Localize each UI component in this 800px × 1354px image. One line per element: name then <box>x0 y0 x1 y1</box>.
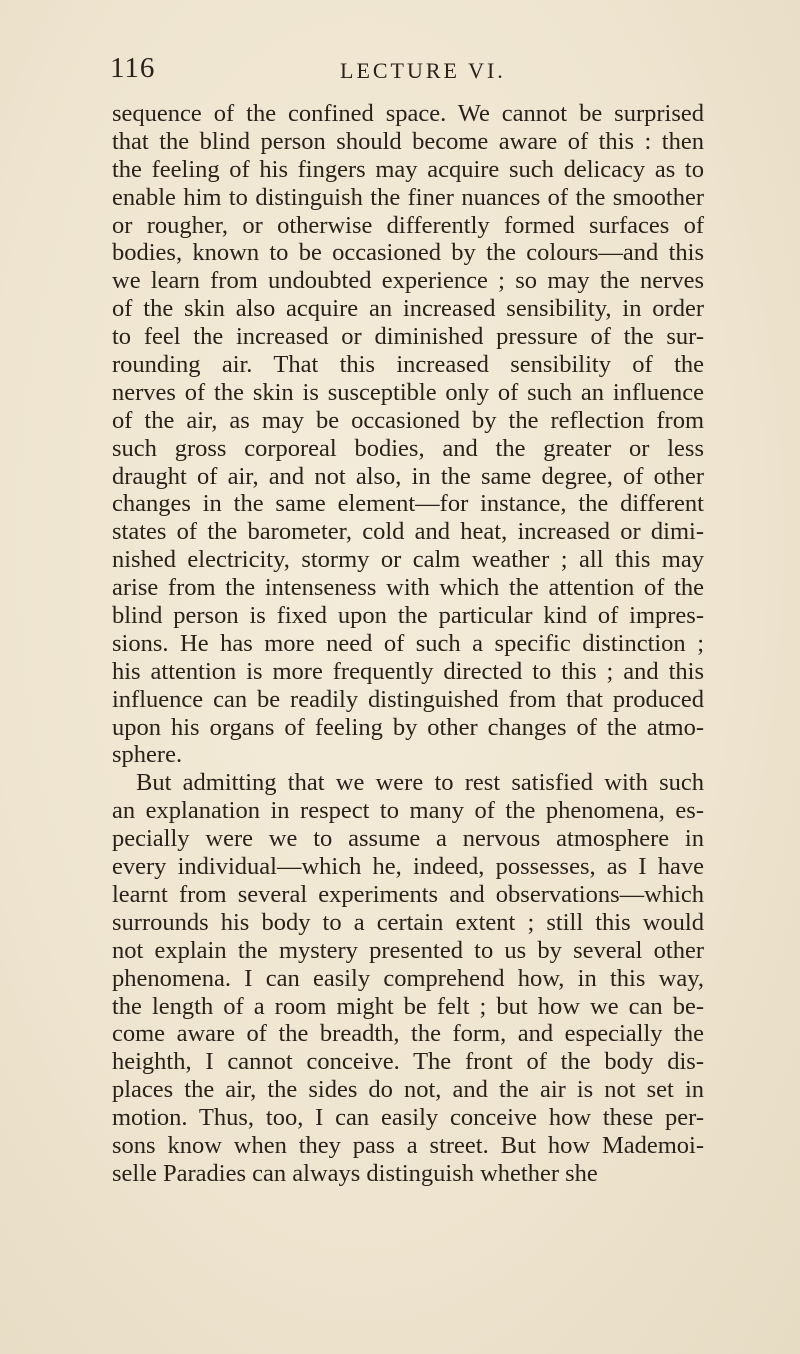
text-line: upon his organs of feeling by other changes of the atmo- <box>112 713 704 741</box>
text-line: of the skin also acquire an increased sensibility, in order <box>112 295 704 323</box>
text-line: that the blind person should become aware of this : then <box>112 127 704 155</box>
text-line: not explain the mystery presented to us by several other <box>112 936 704 964</box>
text-line: sequence of the confined space. We cannot be surprised <box>112 100 704 127</box>
text-line: phenomena. I can easily comprehend how, in this way, <box>112 964 704 992</box>
text-line: arise from the intenseness with which the attention of the <box>112 574 704 602</box>
text-line: changes in the same element—for instance, the different <box>112 490 704 518</box>
text-line: bodies, known to be occasioned by the colours—and this <box>112 239 704 267</box>
text-line: motion. Thus, too, I can easily conceive how these per- <box>112 1104 704 1132</box>
text-line: his attention is more frequently directed to this ; and this <box>112 657 704 685</box>
text-line: learnt from several experiments and observations—which <box>112 880 704 908</box>
text-line: places the air, the sides do not, and the air is not set in <box>112 1076 704 1104</box>
text-line: nerves of the skin is susceptible only of such an influence <box>112 378 704 406</box>
text-line: of the air, as may be occasioned by the reflection from <box>112 406 704 434</box>
text-line: such gross corporeal bodies, and the greater or less <box>112 434 704 462</box>
text-line: come aware of the breadth, the form, and especially the <box>112 1020 704 1048</box>
text-line: selle Paradies can always distinguish whether she <box>112 1159 598 1187</box>
text-line: surrounds his body to a certain extent ; still this would <box>112 908 704 936</box>
text-line: influence can be readily distinguished from that produced <box>112 685 704 713</box>
text-line: or rougher, or otherwise differently formed surfaces of <box>112 211 704 239</box>
text-line: sphere. <box>112 741 183 769</box>
page-number: 116 <box>110 52 156 84</box>
page-header <box>110 52 710 92</box>
text-line: an explanation in respect to many of the phenomena, es- <box>112 797 704 825</box>
text-line: sons know when they pass a street. But how Mademoi- <box>112 1131 704 1159</box>
text-line: to feel the increased or diminished pressure of the sur- <box>112 323 704 351</box>
body-text <box>112 100 704 1188</box>
text-line: the length of a room might be felt ; but how we can be- <box>112 992 704 1020</box>
text-line: every individual—which he, indeed, possesses, as I have <box>112 853 704 881</box>
text-line: enable him to distinguish the finer nuances of the smoother <box>112 183 704 211</box>
text-line: we learn from undoubted experience ; so may the nerves <box>112 267 704 295</box>
text-line: the feeling of his fingers may acquire such delicacy as to <box>112 155 704 183</box>
running-head: LECTURE VI. <box>340 58 506 83</box>
text-line: heighth, I cannot conceive. The front of the body dis- <box>112 1048 704 1076</box>
text-line: blind person is fixed upon the particular kind of impres- <box>112 602 704 630</box>
text-line: draught of air, and not also, in the same degree, of other <box>112 462 704 490</box>
text-line: But admitting that we were to rest satisfied with such <box>136 769 704 797</box>
text-line: pecially were we to assume a nervous atmosphere in <box>112 825 704 853</box>
text-line: nished electricity, stormy or calm weather ; all this may <box>112 546 704 574</box>
text-line: sions. He has more need of such a specific distinction ; <box>112 629 704 657</box>
text-line: states of the barometer, cold and heat, increased or dimi- <box>112 518 704 546</box>
text-line: rounding air. That this increased sensibility of the <box>112 351 704 379</box>
